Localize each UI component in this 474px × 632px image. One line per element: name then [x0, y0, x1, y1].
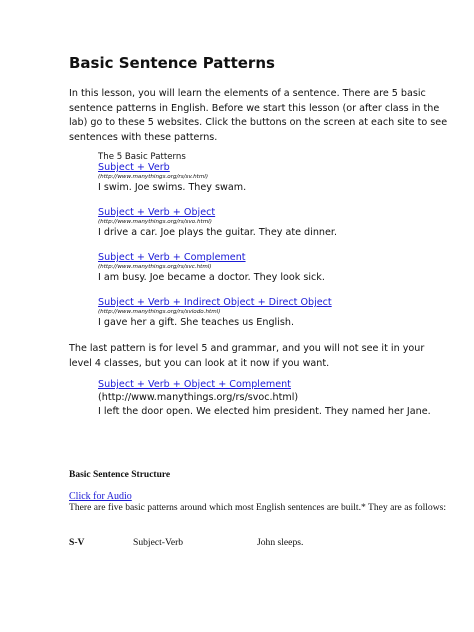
- pattern-block-sviodo: [98, 297, 458, 329]
- last-pattern-paragraph: The last pattern is for level 5 and grammar, and you will not see it in your level 4 classes, but you can look at it now if you want.: [69, 343, 425, 369]
- pattern-url: (http://www.manythings.org/rs/svo.html): [98, 219, 212, 225]
- structure-row-example: John sleeps.: [257, 537, 304, 548]
- pattern-url: (http://www.manythings.org/rs/svc.html): [98, 264, 212, 270]
- pattern-url: (http://www.manythings.org/rs/sv.html): [98, 174, 209, 180]
- pattern-example: I drive a car. Joe plays the guitar. They ate dinner.: [98, 227, 337, 238]
- patterns-heading: The 5 Basic Patterns: [98, 152, 186, 162]
- audio-link[interactable]: Click for Audio: [69, 491, 132, 502]
- pattern-url: (http://www.manythings.org/rs/svoc.html): [98, 392, 299, 403]
- pattern-example: I left the door open. We elected him president. They named her Jane.: [98, 406, 431, 417]
- intro-paragraph: In this lesson, you will learn the elements of a sentence. There are 5 basic sentence patterns in English. Before we start this lesson (or after class in the lab) go to these 5 websites. Click the buttons on the screen at each site to see sentences with these patterns.: [69, 88, 448, 143]
- structure-row-name: Subject-Verb: [133, 537, 184, 548]
- pattern-block-svoc: [98, 378, 458, 418]
- structure-description: There are five basic patterns around which most English sentences are built.* They are as follows:: [69, 502, 447, 513]
- page-title: Basic Sentence Patterns: [69, 54, 275, 72]
- pattern-example: I swim. Joe swims. They swam.: [98, 182, 247, 193]
- pattern-example: I gave her a gift. She teaches us English.: [98, 317, 294, 328]
- structure-row-code: S-V: [69, 537, 85, 548]
- pattern-link-svo[interactable]: Subject + Verb + Object: [98, 207, 216, 218]
- pattern-block-sv: [98, 162, 458, 194]
- pattern-link-sviodo[interactable]: Subject + Verb + Indirect Object + Direct Object: [98, 297, 332, 308]
- pattern-link-svc[interactable]: Subject + Verb + Complement: [98, 252, 246, 263]
- pattern-example: I am busy. Joe became a doctor. They look sick.: [98, 272, 325, 283]
- structure-heading: Basic Sentence Structure: [69, 470, 171, 480]
- pattern-url: (http://www.manythings.org/rs/sviodo.html): [98, 309, 221, 315]
- pattern-block-svc: [98, 252, 458, 284]
- pattern-link-svoc[interactable]: Subject + Verb + Object + Complement: [98, 379, 291, 390]
- pattern-block-svo: [98, 207, 458, 239]
- pattern-link-sv[interactable]: Subject + Verb: [98, 162, 170, 173]
